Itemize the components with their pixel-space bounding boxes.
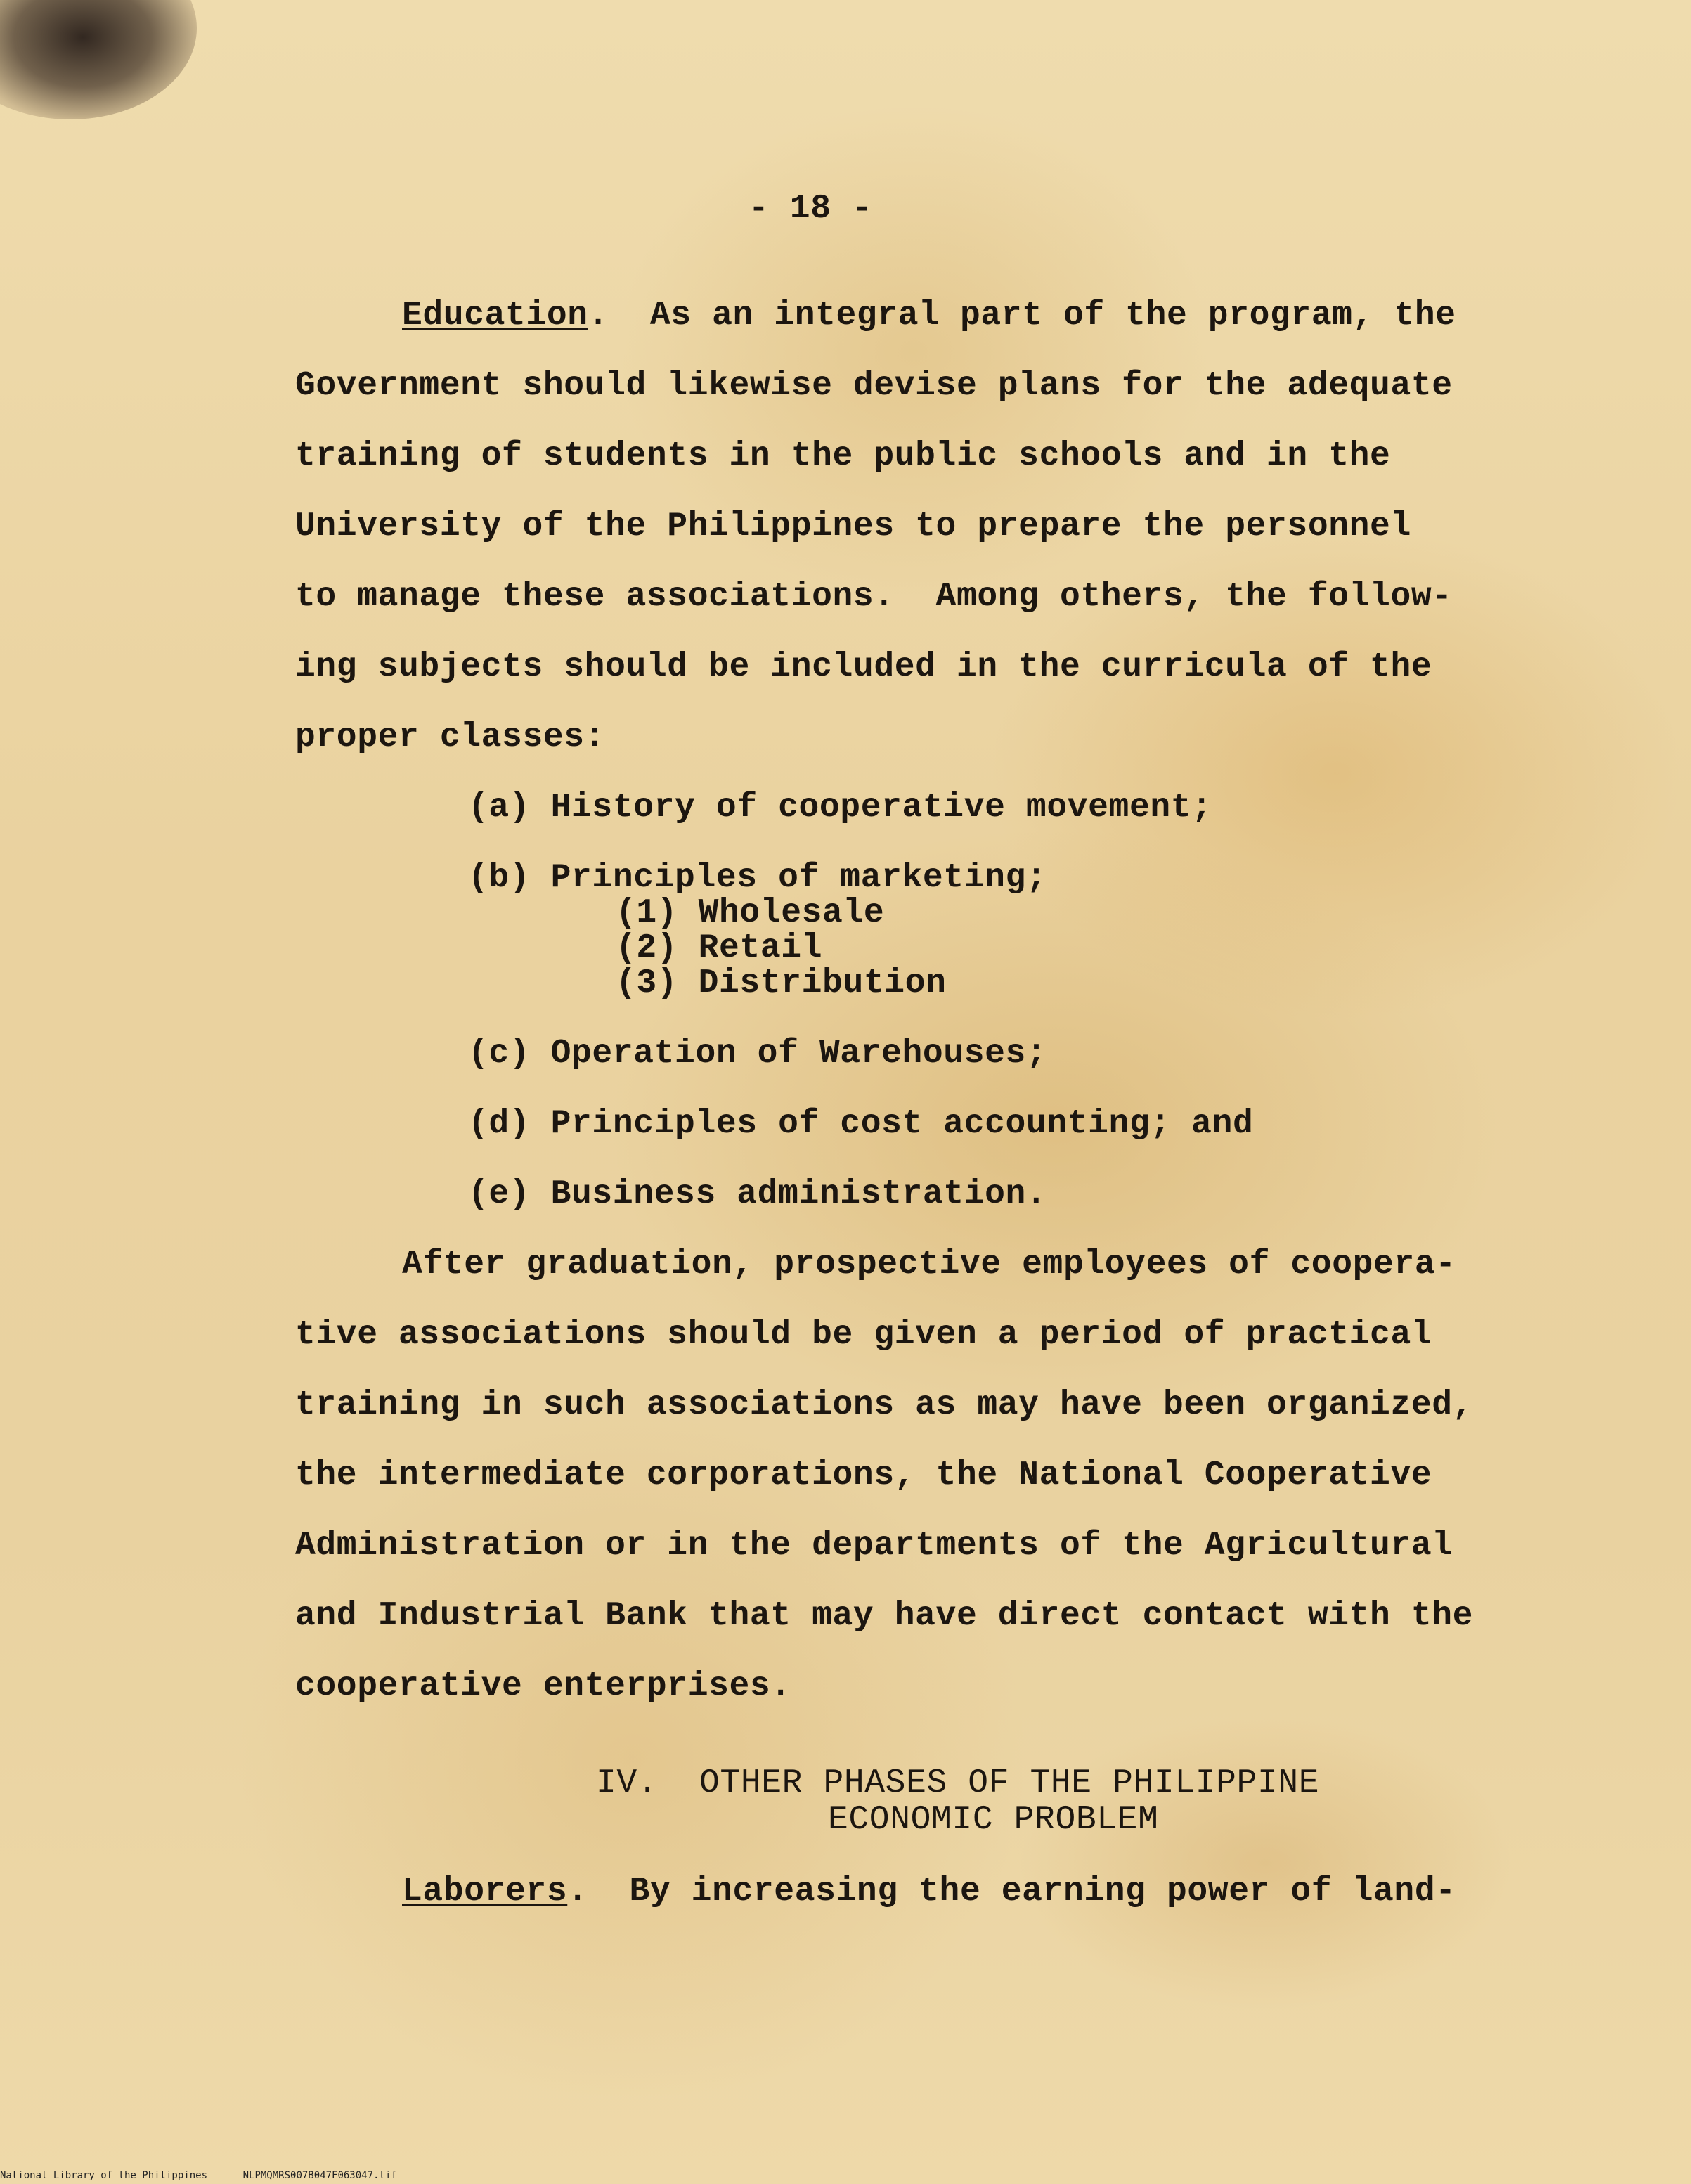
after-line-4: the intermediate corporations, the National Cooperative bbox=[295, 1456, 1432, 1494]
education-line-4: University of the Philippines to prepare the personnel bbox=[295, 508, 1411, 545]
corner-stain bbox=[0, 0, 197, 119]
education-line-7: proper classes: bbox=[295, 718, 606, 756]
education-heading: Education bbox=[402, 297, 588, 335]
after-line-5: Administration or in the departments of the Agricultural bbox=[295, 1527, 1453, 1565]
scan-footer bbox=[0, 2169, 397, 2182]
education-first-line bbox=[402, 295, 1456, 336]
after-line-1: After graduation, prospective employees of coopera- bbox=[402, 1246, 1456, 1284]
after-line-2: tive associations should be given a period of practical bbox=[295, 1316, 1432, 1354]
subject-c: (c) Operation of Warehouses; bbox=[468, 1035, 1047, 1073]
subject-b-sub-3: (3) Distribution bbox=[616, 964, 947, 1002]
education-line-5: to manage these associations. Among others, the follow- bbox=[295, 578, 1453, 616]
education-line-1: . As an integral part of the program, the bbox=[588, 297, 1456, 335]
section-iv-title: IV. OTHER PHASES OF THE PHILIPPINE bbox=[596, 1764, 1320, 1802]
subject-d: (d) Principles of cost accounting; and bbox=[468, 1105, 1254, 1143]
subject-b-sub-1: (1) Wholesale bbox=[616, 894, 885, 932]
education-line-2: Government should likewise devise plans for the adequate bbox=[295, 367, 1453, 405]
page-number: - 18 - bbox=[749, 190, 873, 228]
laborers-heading: Laborers bbox=[402, 1873, 568, 1911]
after-line-3: training in such associations as may have been organized, bbox=[295, 1386, 1474, 1424]
after-line-7: cooperative enterprises. bbox=[295, 1667, 791, 1705]
footer-library: National Library of the Philippines bbox=[0, 2170, 208, 2181]
after-line-6: and Industrial Bank that may have direct contact with the bbox=[295, 1597, 1474, 1635]
laborers-line bbox=[402, 1871, 1456, 1912]
subject-e: (e) Business administration. bbox=[468, 1175, 1047, 1213]
subject-b-sub-2: (2) Retail bbox=[616, 929, 823, 967]
laborers-text: . By increasing the earning power of land- bbox=[567, 1873, 1456, 1911]
subject-a: (a) History of cooperative movement; bbox=[468, 789, 1212, 827]
education-line-6: ing subjects should be included in the curricula of the bbox=[295, 648, 1432, 686]
education-line-3: training of students in the public schools and in the bbox=[295, 437, 1391, 475]
footer-file: NLPMQMRS007B047F063047.tif bbox=[242, 2170, 397, 2181]
section-iv-subtitle: ECONOMIC PROBLEM bbox=[828, 1801, 1159, 1839]
subject-b: (b) Principles of marketing; bbox=[468, 859, 1047, 897]
